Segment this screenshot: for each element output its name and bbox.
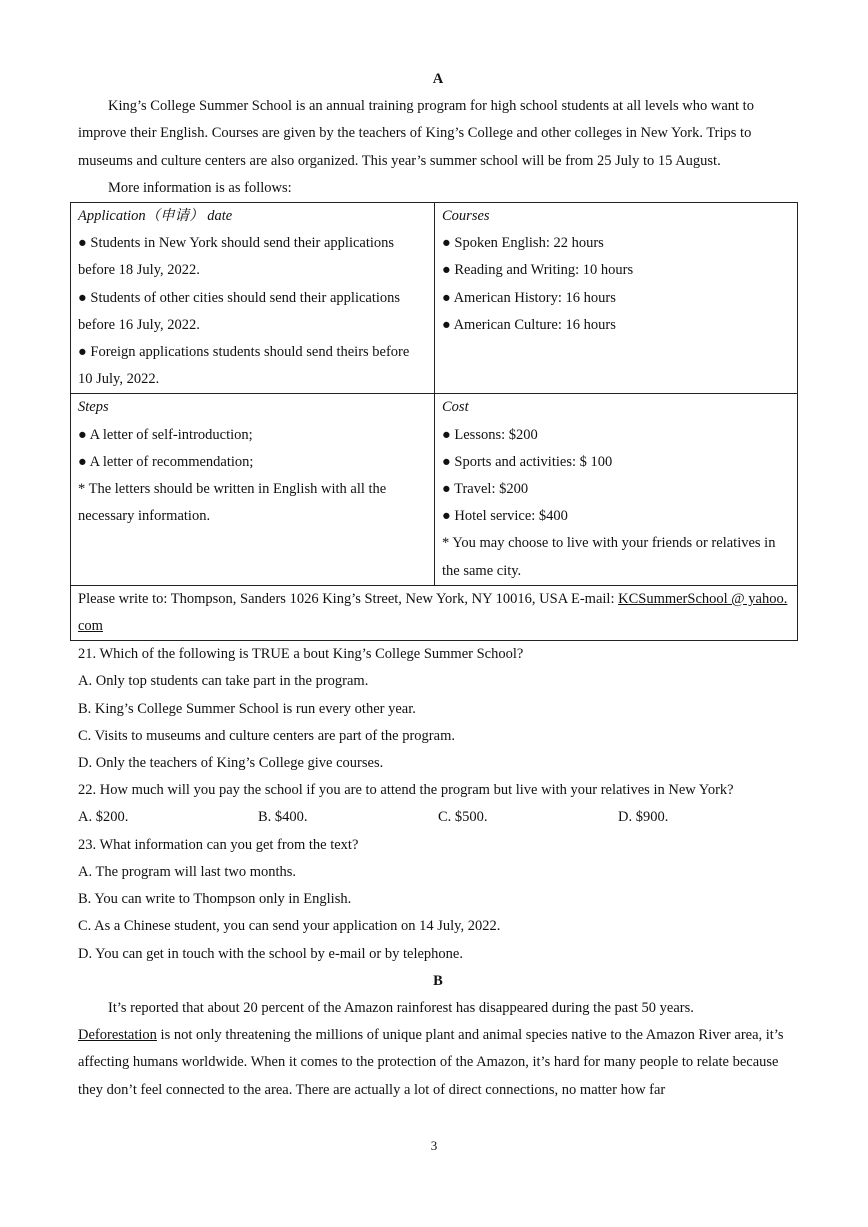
option-b: B. You can write to Thompson only in English.: [78, 891, 352, 908]
list-item: ● Travel: $200: [442, 481, 529, 498]
list-item: * You may choose to live with your friends or relatives in the same city.: [442, 535, 776, 579]
list-item: ● Lessons: $200: [442, 426, 538, 443]
courses-cell: [435, 203, 798, 394]
option-d: D. You can get in touch with the school by e-mail or by telephone.: [78, 945, 463, 962]
options-row: [78, 804, 798, 831]
info-table: [70, 202, 798, 641]
question-stem: 22. How much will you pay the school if you are to attend the program but live with your relatives in New York?: [78, 782, 734, 799]
steps-title: Steps: [78, 399, 109, 416]
table-row: [71, 394, 798, 585]
courses-title: Courses: [442, 208, 490, 225]
section-b-paragraph: [78, 1022, 798, 1104]
cost-cell: [435, 394, 798, 585]
list-item: ● American Culture: 16 hours: [442, 316, 616, 333]
document-page: [78, 66, 798, 1104]
option-b: B. King’s College Summer School is run every other year.: [78, 700, 416, 717]
option-a: A. $200.: [78, 809, 129, 826]
page-number: 3: [430, 1138, 438, 1153]
option-a: A. The program will last two months.: [78, 863, 297, 880]
option-c: C. As a Chinese student, you can send your application on 14 July, 2022.: [78, 918, 501, 935]
question-22: [78, 777, 798, 831]
section-a-heading: A: [432, 71, 444, 87]
table-row: [71, 585, 798, 640]
contact-address: Please write to: Thompson, Sanders 1026 King’s Street, New York, NY 10016, USA E-mail:: [78, 590, 619, 607]
list-item: ● American History: 16 hours: [442, 289, 616, 306]
list-item: ● Sports and activities: $ 100: [442, 453, 613, 470]
application-cell: [71, 203, 435, 394]
email-link[interactable]: KCSummerSchool @ yahoo. com: [78, 590, 788, 635]
list-item: ● A letter of recommendation;: [78, 453, 254, 470]
steps-cell: [71, 394, 435, 585]
option-b: B. $400.: [258, 809, 308, 826]
section-b-text: is not only threatening the millions of unique plant and animal species native to the Amazon River area, it’s affecting humans worldwide. When it comes to the protection of the Amazon, it’s hard for many people to relate because they don’t feel connected to the area. There are actually a lot of direct connections, no matter how far: [78, 1027, 784, 1098]
list-item: ● Students in New York should send their applications before 18 July, 2022.: [78, 235, 395, 279]
table-row: [71, 203, 798, 394]
question-stem: 23. What information can you get from the text?: [78, 836, 359, 853]
contact-cell: [71, 585, 798, 640]
section-b-heading: B: [433, 972, 443, 989]
list-item: ● Spoken English: 22 hours: [442, 235, 604, 252]
option-a: A. Only top students can take part in the program.: [78, 673, 369, 690]
more-info-line: More information is as follows:: [108, 179, 292, 196]
option-d: D. $900.: [618, 809, 669, 826]
question-stem: 21. Which of the following is TRUE a bout King’s College Summer School?: [78, 646, 524, 663]
option-d: D. Only the teachers of King’s College give courses.: [78, 755, 384, 772]
question-21: [78, 641, 798, 777]
application-title: Application（申请） date: [78, 208, 233, 225]
list-item: ● Reading and Writing: 10 hours: [442, 262, 634, 279]
cost-title: Cost: [442, 399, 469, 416]
option-c: C. Visits to museums and culture centers are part of the program.: [78, 727, 455, 744]
section-b-first-sentence: It’s reported that about 20 percent of the Amazon rainforest has disappeared during the past 50 years.: [108, 999, 694, 1016]
list-item: ● Students of other cities should send their applications before 16 July, 2022.: [78, 289, 401, 333]
option-c: C. $500.: [438, 809, 488, 826]
list-item: * The letters should be written in English with all the necessary information.: [78, 481, 387, 525]
question-23: [78, 832, 798, 968]
list-item: ● Hotel service: $400: [442, 508, 568, 525]
underlined-word: Deforestation: [78, 1027, 157, 1044]
list-item: ● A letter of self-introduction;: [78, 426, 253, 443]
list-item: ● Foreign applications students should send theirs before 10 July, 2022.: [78, 344, 410, 388]
section-a-intro: King’s College Summer School is an annual training program for high school students at all levels who want to improve their English. Courses are given by the teachers of King’s College and other colleges in New York. Trips to museums and culture centers are also organized. This year’s summer school will be from 25 July to 15 August.: [78, 98, 754, 169]
